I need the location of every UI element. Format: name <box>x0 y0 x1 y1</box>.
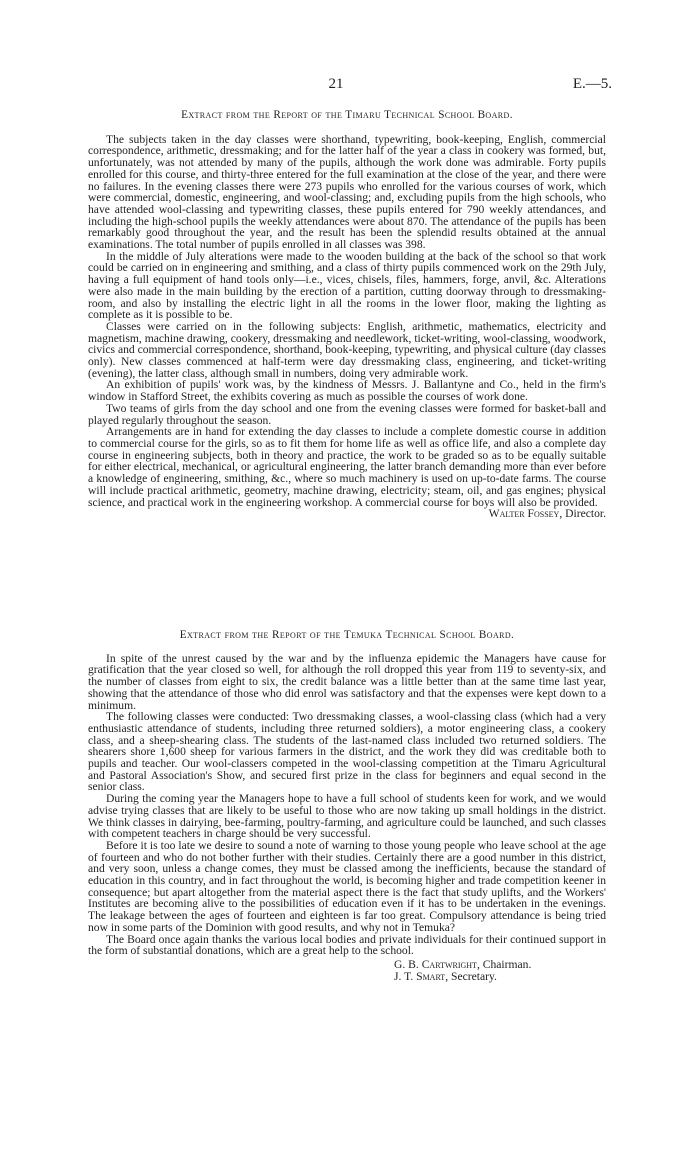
timaru-paragraph-5: Two teams of girls from the day school and one from the evening classes were formed for basket-ball and played regularly throughout the season. <box>88 401 606 427</box>
timaru-paragraph-3: Classes were carried on in the following subjects: English, arithmetic, mathematics, electricity and magnetism, machine drawing, cookery, dressmaking and needlework, ticket-writing, wool-classing, woodwork, civics and commercial correspondence, shorthand, book-keeping, typewriting, and physical culture (day classes only). New classes commenced at half-term were day dressmaking class, engineering, and ticket-writing (evening), the latter class, although small in numbers, doing very admirable work. <box>88 319 607 380</box>
temuka-signature-chairman <box>394 959 531 971</box>
page-number: 21 <box>328 76 344 92</box>
temuka-signature-secretary <box>394 971 497 983</box>
timaru-report <box>88 110 606 520</box>
temuka-signatures <box>88 957 606 981</box>
secretary-name: J. T. Smart <box>394 969 446 983</box>
timaru-paragraph-1: The subjects taken in the day classes were shorthand, typewriting, book-keeping, English, commercial correspondence, arithmetic, dressmaking; and for the latter half of the year a class in cookery was formed, but, unfortunately, was not attended by many of the pupils, although the work done was admirable. Forty pupils enrolled for this course, and thirty-three entered for the full examination at the close of the year, and there were no failures. In the evening classes there were 273 pupils who enrolled for the various courses of work, which were commercial, domestic, engineering, and wool-classing; and, excluding pupils from the high schools, who have attended wool-classing and typewriting classes, these pupils entered for 790 weekly attendances, and including the high-school pupils the weekly attendances were about 870. The attendance of the pupils has been remarkably good throughout the year, and the result has been the splendid results obtained at the annual examinations. The total number of pupils enrolled in all classes was 398. <box>88 132 606 252</box>
temuka-paragraph-4: Before it is too late we desire to sound a note of warning to those young people who leave school at the age of fourteen and who do not bother further with their studies. Certainly there are a good number in this district, and very soon, unless a change comes, they must be classed among the inefficients, because the standard of education in this country, and in fact throughout the world, is becoming higher and trade competition keener in consequence; but apart altogether from the material aspect there is the fact that study uplifts, and the Workers' Institutes are becoming alive to the possibilities of education even if it has to be undertaken in the evenings. The leakage between the ages of fourteen and eighteen is far too great. Compulsory attendance is being tried now in some parts of the Dominion with good results, and why not in Temuka? <box>88 838 606 934</box>
timaru-signature-name: Walter Fossey <box>488 507 560 521</box>
temuka-paragraph-5: The Board once again thanks the various local bodies and private individuals for their continued support in the form of substantial donations, which are a great help to the school. <box>88 932 606 958</box>
secretary-title: , Secretary. <box>445 969 497 983</box>
timaru-signature <box>88 508 606 520</box>
temuka-paragraph-1: In spite of the unrest caused by the war and by the influenza epidemic the Managers have cause for gratification that the year closed so well, for although the roll dropped this year from 119 to seventy-six, and the number of classes from eight to six, the credit balance was a little better than at the same time last year, showing that the attendance of those who did enrol was satisfactory and that the expenses were kept down to a minimum. <box>88 651 606 712</box>
timaru-signature-title: , Director. <box>559 507 606 521</box>
timaru-report-heading: Extract from the Report of the Timaru Technical School Board. <box>181 109 513 121</box>
timaru-paragraph-2: In the middle of July alterations were made to the wooden building at the back of the school so that work could be carried on in engineering and smithing, and a class of thirty pupils commenced work on the 29th July, having a full equipment of hand tools only—i.e., vices, chisels, files, hammers, forge, anvil, &c. Alterations were also made in the main building by the erection of a partition, cutting doorway through to dressmaking-room, and also by installing the electric light in all the rooms in the lower floor, making the lighting as complete as it is possible to be. <box>88 249 606 322</box>
document-reference: E.—5. <box>572 76 612 92</box>
temuka-report-heading: Extract from the Report of the Temuka Technical School Board. <box>179 629 515 641</box>
temuka-paragraph-2: The following classes were conducted: Two dressmaking classes, a wool-classing class (which had a very enthusiastic attendance of students, including three returned soldiers), a motor engineering class, a cookery class, and a sheep-shearing class. The students of the last-named class included two returned soldiers. The shearers shore 1,600 sheep for various farmers in the district, and the work they did was creditable both to pupils and teacher. Our wool-classers competed in the wool-classing competition at the Timaru Agricultural and Pastoral Association's Show, and secured first prize in the class for beginners and equal second in the senior class. <box>88 710 606 794</box>
chairman-name: G. B. Cartwright <box>394 957 477 971</box>
timaru-paragraph-6: Arrangements are in hand for extending the day classes to include a complete domestic course in addition to commercial course for the girls, so as to fit them for home life as well as office life, and also a complete day course in engineering subjects, both in theory and practice, the work to be graded so as to be equally suitable for either electrical, mechanical, or agricultural engineering, the latter branch demanding more than ever before a knowledge of engineering, smithing, &c., where so much machinery is used on up-to-date farms. The course will include practical arithmetic, geometry, machine drawing, electricity; steam, oil, and gas engines; physical science, and practical work in the engineering workshop. A commercial course for boys will also be provided. <box>88 425 606 509</box>
temuka-paragraph-3: During the coming year the Managers hope to have a full school of students keen for work, and we would advise trying classes that are likely to be useful to those who are now taking up small holdings in the district. We think classes in dairying, bee-farming, poultry-farming, and agriculture could be launched, and such classes with competent teachers in charge should be very successful. <box>88 792 606 841</box>
timaru-paragraph-4: An exhibition of pupils' work was, by the kindness of Messrs. J. Ballantyne and Co., held in the firm's window in Stafford Street, the exhibits covering as much as possible the courses of work done. <box>88 378 606 404</box>
chairman-title: , Chairman. <box>476 957 532 971</box>
temuka-report <box>88 630 606 981</box>
